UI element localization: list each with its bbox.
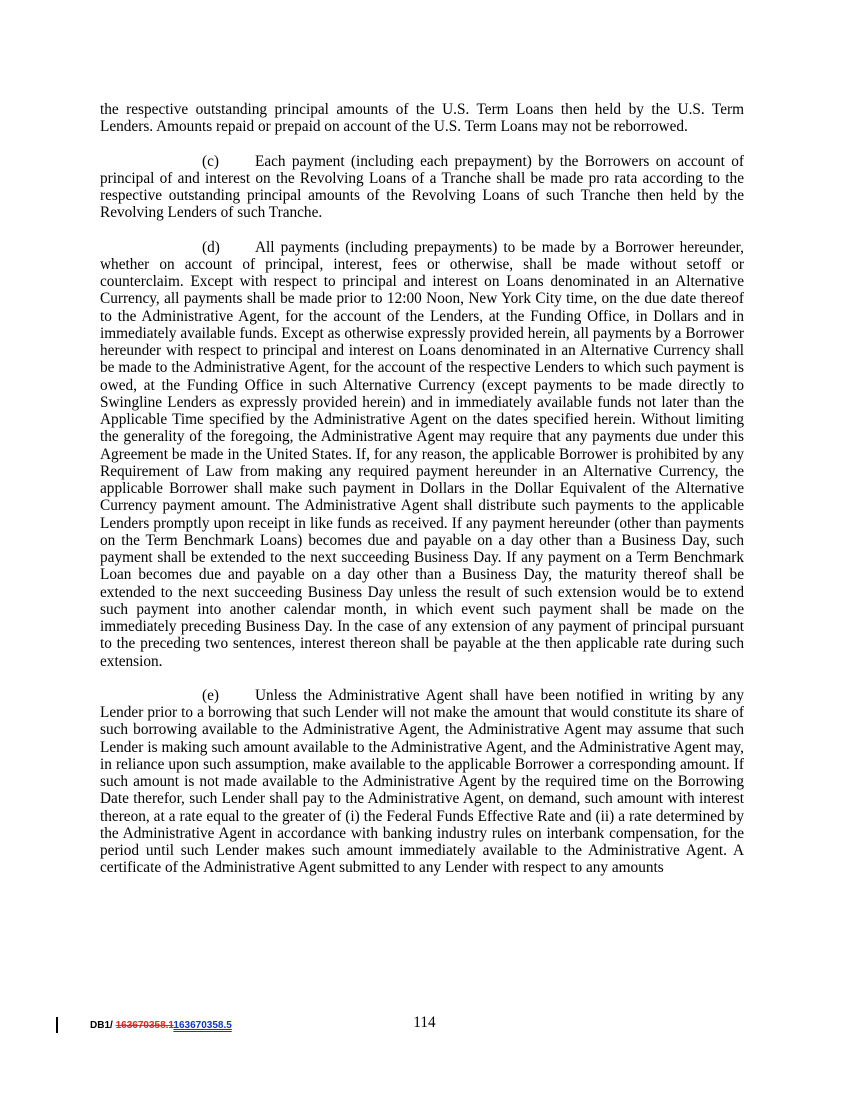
paragraph-continuation <box>100 101 744 136</box>
document-id-prefix: DB1/ <box>90 1020 113 1031</box>
paragraph-text: the respective outstanding principal amounts of the U.S. Term Loans then held by the U.S. Term Lenders. Amounts repaid or prepaid on account of the U.S. Term Loans may not be reborrowed. <box>100 101 744 136</box>
paragraph-marker: (d) <box>202 238 220 256</box>
paragraph-e <box>100 687 744 877</box>
paragraph-text: All payments (including prepayments) to be made by a Borrower hereunder, whether on account of principal, interest, fees or otherwise, shall be made without setoff or counterclaim. Except with respect to principal and interest on Loans denominated in an Alternative Currency, all payments shall be made prior to 12:00 Noon, New York City time, on the due date thereof to the Administrative Agent, for the account of the Lenders, at the Funding Office, in Dollars and in immediately available funds. Except as otherwise expressly provided herein, all payments by a Borrower hereunder with respect to principal and interest on Loans denominated in an Alternative Currency shall be made to the Administrative Agent, for the account of the respective Lenders to which such payment is owed, at the Funding Office in such Alternative Currency (except payments to be made directly to Swingline Lenders as expressly provided herein) and in immediately available funds not later than the Applicable Time specified by the Administrative Agent on the dates specified herein. Without limiting the generality of the foregoing, the Administrative Agent may require that any payments due under this Agreement be made in the United States. If, for any reason, the applicable Borrower is prohibited by any Requirement of Law from making any required payment hereunder in an Alternative Currency, the applicable Borrower shall make such payment in Dollars in the Dollar Equivalent of the Alternative Currency payment amount. The Administrative Agent shall distribute such payments to the applicable Lenders promptly upon receipt in like funds as received. If any payment hereunder (other than payments on the Term Benchmark Loans) becomes due and payable on a day other than a Business Day, such payment shall be extended to the next succeeding Business Day. If any payment on a Term Benchmark Loan becomes due and payable on a day other than a Business Day, the maturity thereof shall be extended to the next succeeding Business Day unless the result of such extension would be to extend such payment into another calendar month, in which event such payment shall be made on the immediately preceding Business Day. In the case of any extension of any payment of principal pursuant to the preceding two sentences, interest thereon shall be payable at the then applicable rate during such extension. <box>100 238 744 670</box>
paragraph-marker: (e) <box>202 686 219 704</box>
page-number: 114 <box>413 1014 436 1031</box>
paragraph-text: Unless the Administrative Agent shall have been notified in writing by any Lender prior to a borrowing that such Lender will not make the amount that would constitute its share of such borrowing available to the Administrative Agent, the Administrative Agent may assume that such Lender is making such amount available to the Administrative Agent, and the Administrative Agent may, in reliance upon such assumption, make available to the applicable Borrower a corresponding amount. If such amount is not made available to the Administrative Agent by the required time on the Borrowing Date therefor, such Lender shall pay to the Administrative Agent, on demand, such amount with interest thereon, at a rate equal to the greater of (i) the Federal Funds Effective Rate and (ii) a rate determined by the Administrative Agent in accordance with banking industry rules on interbank compensation, for the period until such Lender makes such amount immediately available to the Administrative Agent. A certificate of the Administrative Agent submitted to any Lender with respect to any amounts <box>100 686 744 877</box>
paragraph-c <box>100 153 744 222</box>
paragraph-text: Each payment (including each prepayment) by the Borrowers on account of principal of and interest on the Revolving Loans of a Tranche shall be made pro rata according to the respective outstanding principal amounts of the Revolving Loans of such Tranche then held by the Revolving Lenders of such Tranche. <box>100 152 744 222</box>
paragraph-marker: (c) <box>202 152 219 170</box>
document-id-inserted: 163670358.5 <box>173 1020 232 1031</box>
paragraph-d <box>100 239 744 670</box>
document-id-deleted: 163670358.1 <box>115 1020 174 1031</box>
document-body <box>100 101 744 877</box>
